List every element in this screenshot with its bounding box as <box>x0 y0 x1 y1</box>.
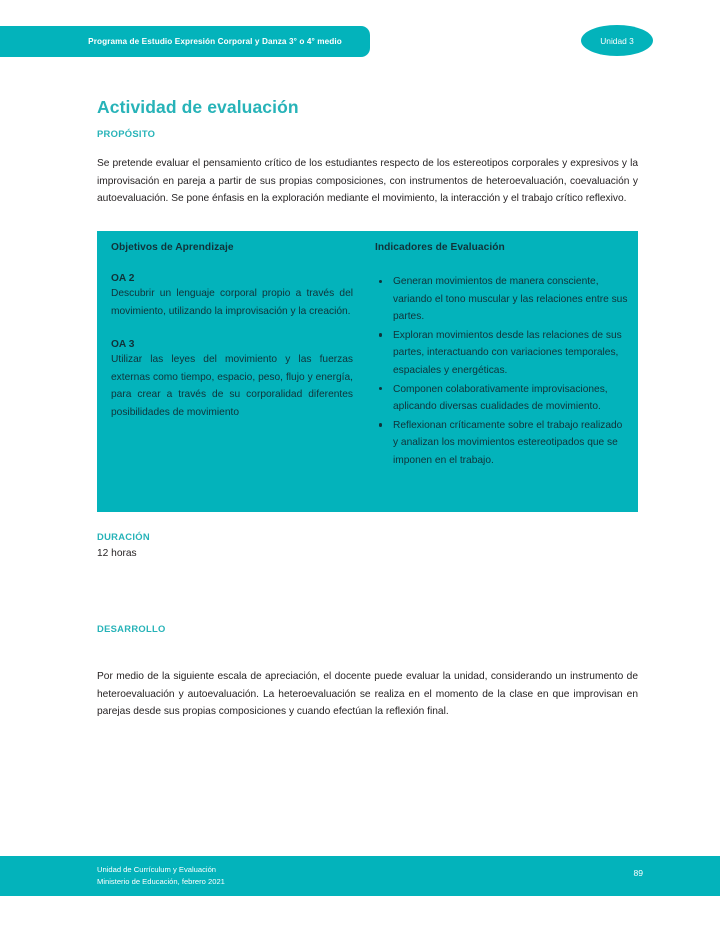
list-item <box>375 381 628 416</box>
unit-badge <box>581 25 653 56</box>
indicator-text: Reflexionan críticamente sobre el trabajo realizado y analizan los movimientos estereotipados que se imponen en el trabajo. <box>393 419 623 466</box>
bullet-icon <box>379 333 382 336</box>
unit-badge-label: Unidad 3 <box>600 35 634 46</box>
page-title: Actividad de evaluación <box>97 96 299 117</box>
program-header-bar <box>0 26 370 57</box>
bullet-icon <box>379 423 382 426</box>
bullet-icon <box>379 280 382 283</box>
indicator-text: Componen colaborativamente improvisaciones, aplicando diversas cualidades de movimiento. <box>393 383 608 413</box>
objective-code: OA 3 <box>111 339 135 351</box>
footer-line-1: Unidad de Currículum y Evaluación <box>97 865 217 874</box>
list-item <box>375 327 628 380</box>
bullet-icon <box>379 387 382 390</box>
indicator-text: Generan movimientos de manera consciente, variando el tono muscular y las relaciones entre sus partes. <box>393 276 628 323</box>
indicators-column <box>369 231 638 512</box>
duracion-label: DURACIÓN <box>97 531 150 542</box>
footer-line-2: Ministerio de Educación, febrero 2021 <box>97 876 225 886</box>
footer-organization <box>97 864 225 887</box>
duracion-value: 12 horas <box>97 548 137 559</box>
page-number: 89 <box>633 868 643 878</box>
objective-entry <box>111 339 353 421</box>
page-footer <box>0 856 720 896</box>
indicator-text: Exploran movimientos desde las relaciones de sus partes, interactuando con variaciones temporales, espaciales y energéticas. <box>393 329 622 376</box>
list-item <box>375 273 628 326</box>
objective-code: OA 2 <box>111 273 135 284</box>
objective-text: Descubrir un lenguaje corporal propio a través del movimiento, utilizando la improvisación y la creación. <box>111 288 353 317</box>
indicators-list <box>375 273 628 470</box>
program-title: Programa de Estudio Expresión Corporal y Danza 3° o 4° medio <box>88 37 342 46</box>
proposito-label: PROPÓSITO <box>97 128 156 139</box>
desarrollo-paragraph: Por medio de la siguiente escala de apreciación, el docente puede evaluar la unidad, considerando un instrumento de heteroevaluación y autoevaluación. La heteroevaluación se realiza en el momento de la clase en que improvisan en parejas desde sus propias composiciones y cuando efectúan la reflexión final. <box>97 671 638 718</box>
proposito-paragraph: Se pretende evaluar el pensamiento crítico de los estudiantes respecto de los estereotipos corporales y expresivos y la improvisación en pareja a partir de sus propias composiciones, con instrumentos de heteroevaluación, coevaluación y autoevaluación. Se pone énfasis en la exploración mediante el movimiento, la interacción y el trabajo crítico reflexivo. <box>97 158 638 205</box>
objectives-column-header: Objetivos de Aprendizaje <box>111 242 234 253</box>
list-item <box>375 417 628 470</box>
objective-text: Utilizar las leyes del movimiento y las fuerzas externas como tiempo, espacio, peso, flujo y energía, para crear a través de su corporalidad diferentes posibilidades de movimiento <box>111 354 353 418</box>
objectives-column <box>97 231 369 512</box>
indicators-column-header: Indicadores de Evaluación <box>375 242 505 253</box>
desarrollo-label: DESARROLLO <box>97 623 166 634</box>
objective-entry <box>111 273 353 320</box>
objectives-indicators-table <box>97 231 638 512</box>
